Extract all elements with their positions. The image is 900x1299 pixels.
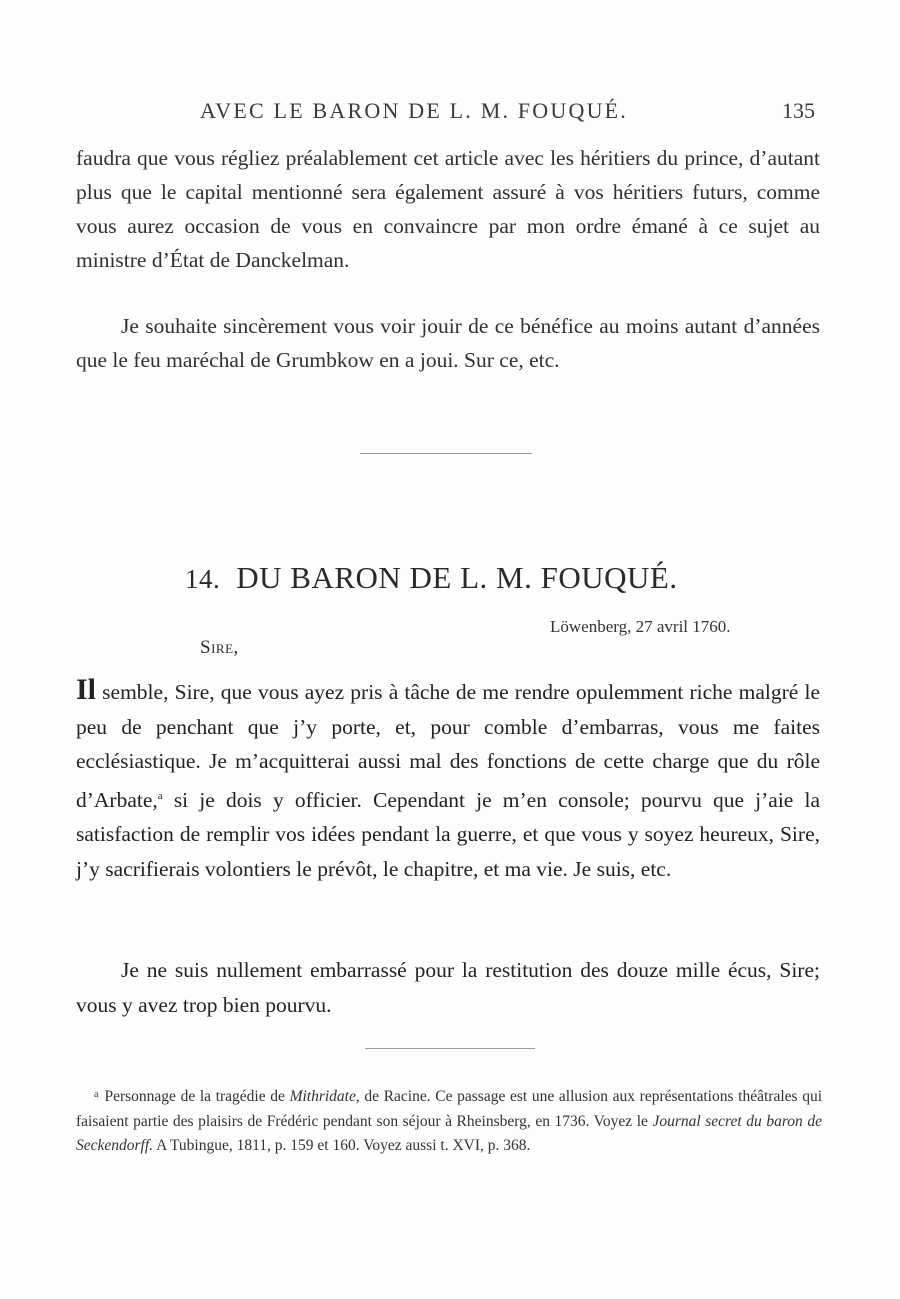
letter-paragraph-1-part-a: semble, Sire, que vous ayez pris à tâche de me rendre opulemment riche malgré le peu de penchant que j’y porte, et, pour comble d’embarras, vous me faites ecclésiastique. Je m’acquitterai aussi mal des fonctions de cette charge que du rôle d’Arbate,	[76, 680, 820, 812]
running-head: AVEC LE BARON DE L. M. FOUQUÉ.	[200, 98, 628, 123]
footnote-text-2: , de Racine. Ce passage est une allusion aux représentations théâtrales qui faisaient partie des plaisirs de Frédéric pendant son séjour à Rheinsberg, en 1736. Voyez le	[76, 1088, 823, 1130]
footnote-mark: a	[94, 1089, 99, 1100]
salutation: Sire,	[200, 637, 239, 658]
footnote-divider	[365, 1048, 535, 1049]
letter-paragraph-1	[76, 675, 820, 886]
letter-number: 14.	[185, 564, 221, 594]
letter-title	[185, 560, 678, 596]
footnote	[76, 1083, 822, 1159]
letter-title-text: DU BARON DE L. M. FOUQUÉ.	[236, 560, 678, 595]
footnote-text-3: A Tubingue, 1811, p. 159 et 160. Voyez aussi t. XVI, p. 368.	[153, 1137, 531, 1154]
previous-letter-paragraph-2: Je souhaite sincèrement vous voir jouir de ce bénéfice au moins autant d’années que le feu maréchal de Grumbkow en a joui. Sur ce, etc.	[76, 314, 820, 372]
footnote-reference[interactable]: a	[157, 789, 163, 802]
page-number: 135	[782, 98, 815, 123]
drop-cap: Il	[76, 673, 97, 706]
footnote-italic-mithridate: Mithridate	[289, 1088, 356, 1105]
footnote-text-1: Personnage de la tragédie de	[104, 1088, 290, 1105]
section-divider	[360, 453, 532, 454]
previous-letter-paragraph-1: faudra que vous régliez préalablement cet article avec les héritiers du prince, d’autant plus que le capital mentionné sera également assuré à vos héritiers futurs, comme vous aurez occasion de vous en convaincre par mon ordre émané à ce sujet au ministre d’État de Danckelman.	[76, 146, 820, 272]
letter-paragraph-2: Je ne suis nullement embarrassé pour la restitution des douze mille écus, Sire; vous y avez trop bien pourvu.	[76, 958, 820, 1017]
letter-paragraph-1-part-b: si je dois y officier. Cependant je m’en console; pourvu que j’aie la satisfaction de remplir vos idées pendant la guerre, et que vous y soyez heureux, Sire, j’y sacrifierais volontiers le prévôt, le chapitre, et ma vie. Je suis, etc.	[76, 787, 820, 881]
place-date: Löwenberg, 27 avril 1760.	[550, 617, 731, 636]
footnote-italic-journal: Journal secret du baron de Seckendorff.	[76, 1112, 822, 1154]
